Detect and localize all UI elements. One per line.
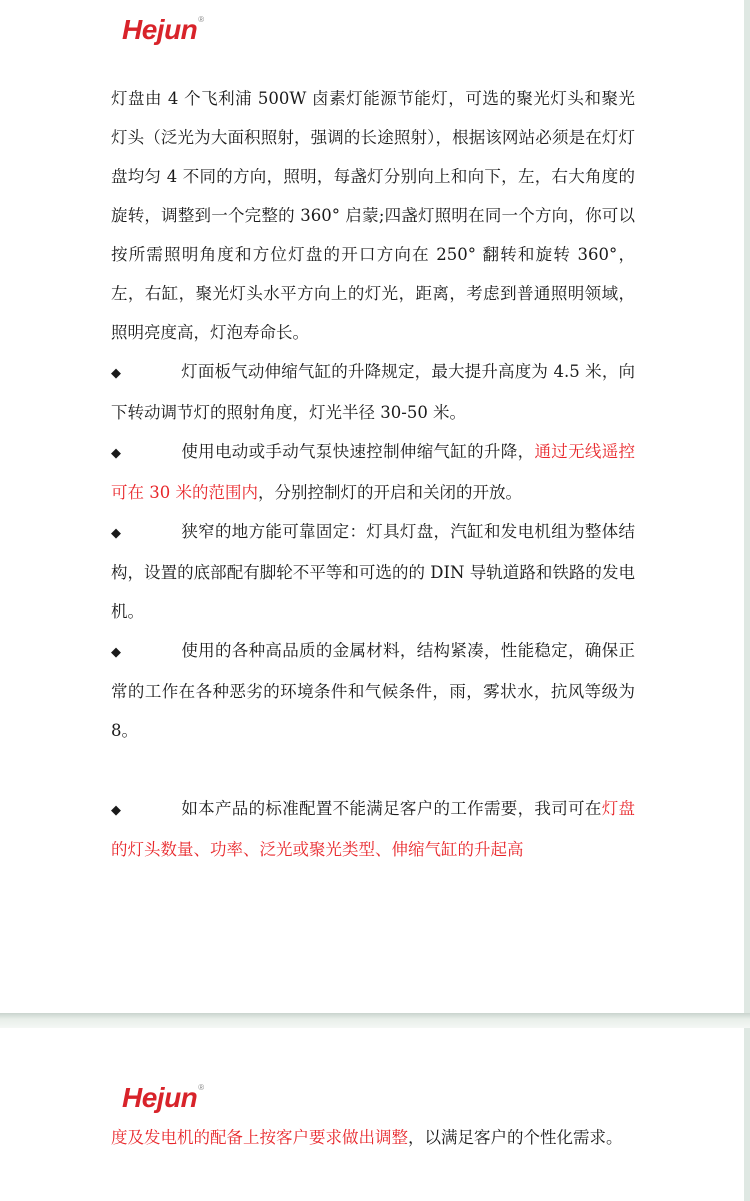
intro-paragraph: 灯盘由 4 个飞利浦 500W 卤素灯能源节能灯，可选的聚光灯头和聚光灯头（泛光为大面积照射，强调的长途照射），根据该网站必须是在灯灯盘均匀 4 不同的方向，照明，每盏灯分别向上和向下，左，右大角度的旋转，调整到一个完整的 360° 启蒙;四盏灯照明在同一个方向，你可以按所需照明角度和方位灯盘的开口方向在 250° 翻转和旋转 360°，左，右缸，聚光灯头水平方向上的灯光，距离，考虑到普通照明领域，照明亮度高，灯泡寿命长。 (111, 89, 635, 342)
page-break (0, 1013, 750, 1028)
diamond-bullet-icon: ◆ (111, 366, 121, 381)
document-page-2 (0, 1028, 750, 1201)
diamond-bullet-icon: ◆ (111, 526, 121, 541)
highlight-text: 灯盘的灯头数量、功率、泛光或聚光类型、伸缩气缸的升起高 (111, 799, 636, 859)
bullet-paragraph-1: ◆ 灯面板气动伸缩气缸的升降规定，最大提升高度为 4.5 米，向下转动调节灯的照射角度，灯光半径 30-50 米。 (111, 352, 635, 432)
bullet-paragraph-5: ◆ 如本产品的标准配置不能满足客户的工作需要，我司可在灯盘的灯头数量、功率、泛光或聚光类型、伸缩气缸的升起高 (111, 789, 635, 869)
page-2-body (111, 1118, 635, 1157)
highlight-text: 通过无线遥控可在 30 米的范围内 (111, 442, 636, 502)
diamond-bullet-icon: ◆ (111, 446, 121, 461)
bullet-paragraph-4: ◆ 使用的各种高品质的金属材料，结构紧凑，性能稳定，确保正常的工作在各种恶劣的环境条件和气候条件，雨，雾状水，抗风等级为 8。 (111, 631, 635, 750)
page-1-body (111, 79, 635, 869)
bullet-paragraph-3: ◆ 狭窄的地方能可靠固定：灯具灯盘，汽缸和发电机组为整体结构，设置的底部配有脚轮不平等和可选的的 DIN 导轨道路和铁路的发电机。 (111, 512, 635, 631)
hejun-logo: Hejun® (122, 1082, 204, 1113)
hejun-logo: Hejun® (122, 14, 204, 45)
highlight-text: 度及发电机的配备上按客户要求做出调整 (111, 1128, 408, 1147)
diamond-bullet-icon: ◆ (111, 803, 121, 818)
continued-paragraph: 度及发电机的配备上按客户要求做出调整，以满足客户的个性化需求。 (111, 1128, 623, 1147)
diamond-bullet-icon: ◆ (111, 645, 121, 660)
bullet-paragraph-2: ◆ 使用电动或手动气泵快速控制伸缩气缸的升降，通过无线遥控可在 30 米的范围内，分别控制灯的开启和关闭的开放。 (111, 432, 635, 512)
